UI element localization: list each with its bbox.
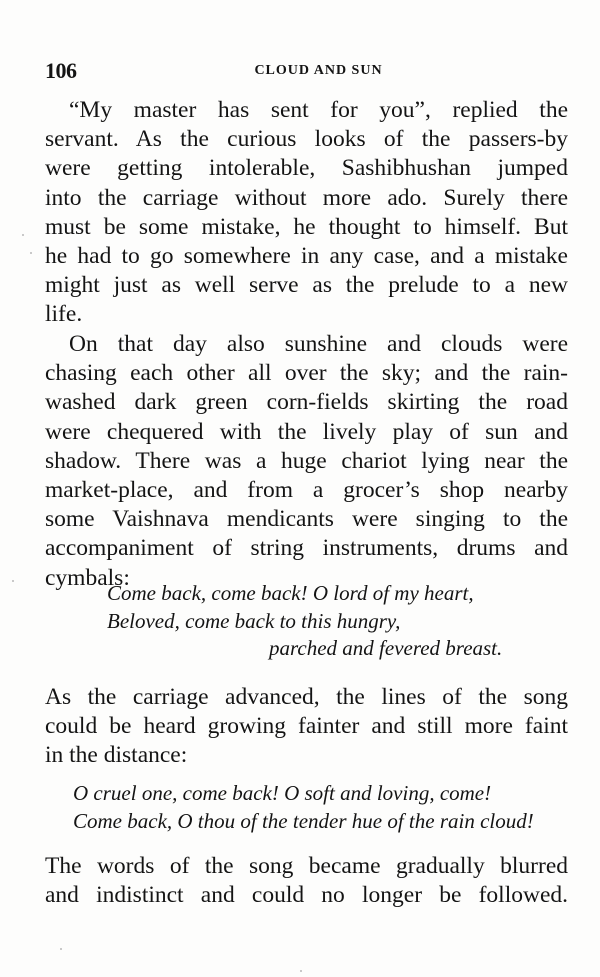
text-line: The words of the song became gradually blurred	[45, 853, 568, 879]
text-line: chasing each other all over the sky; and the rain-	[45, 360, 568, 387]
text-line: could be heard growing fainter and still more faint	[45, 713, 568, 740]
text-line: servant. As the curious looks of the passers-by	[45, 126, 568, 153]
text-line: might just as well serve as the prelude to a new	[45, 272, 568, 299]
running-title: CLOUD AND SUN	[254, 63, 383, 78]
verse-line: Come back, come back! O lord of my heart,	[107, 581, 474, 605]
text-line: and indistinct and could no longer be followed.	[45, 882, 568, 909]
text-line: in the distance:	[45, 742, 188, 769]
scan-speck	[12, 580, 14, 582]
verse-2	[73, 780, 534, 835]
text-line: were chequered with the lively play of sun and	[45, 418, 568, 445]
text-line: life.	[45, 301, 83, 328]
text-line: washed dark green corn-fields skirting the road	[45, 389, 568, 416]
scan-speck	[300, 970, 302, 972]
paragraph-3	[45, 683, 568, 771]
text-line: shadow. There was a huge chariot lying near the	[45, 447, 568, 474]
scan-speck	[22, 234, 24, 236]
text-line: market-place, and from a grocer’s shop nearby	[45, 476, 568, 503]
verse-line: O cruel one, come back! O soft and loving, come!	[73, 781, 492, 805]
text-line: “My master has sent for you”, replied the	[69, 97, 568, 123]
text-line: into the carriage without more ado. Surely there	[45, 184, 568, 211]
verse-line: Come back, O thou of the tender hue of the rain cloud!	[73, 808, 534, 833]
page-number: 106	[45, 58, 77, 83]
verse-line: Beloved, come back to this hungry,	[107, 608, 401, 633]
text-line: some Vaishnava mendicants were singing to the	[45, 506, 568, 533]
scan-speck	[30, 252, 32, 254]
text-line: were getting intolerable, Sashibhushan jumped	[45, 155, 568, 182]
text-line: accompaniment of string instruments, drums and	[45, 535, 568, 562]
page-header	[45, 58, 568, 88]
paragraph-1	[45, 96, 568, 330]
text-line: As the carriage advanced, the lines of the song	[45, 684, 568, 710]
text-line: cymbals:	[45, 564, 130, 591]
verse-line: parched and fevered breast.	[269, 636, 503, 660]
scan-speck	[60, 948, 62, 950]
text-line: On that day also sunshine and clouds were	[69, 331, 568, 357]
text-line: he had to go somewhere in any case, and a mistake	[45, 242, 568, 269]
paragraph-2	[45, 330, 568, 593]
verse-1	[107, 580, 502, 663]
paragraph-4	[45, 852, 568, 910]
text-line: must be some mistake, he thought to himself. But	[45, 213, 568, 240]
